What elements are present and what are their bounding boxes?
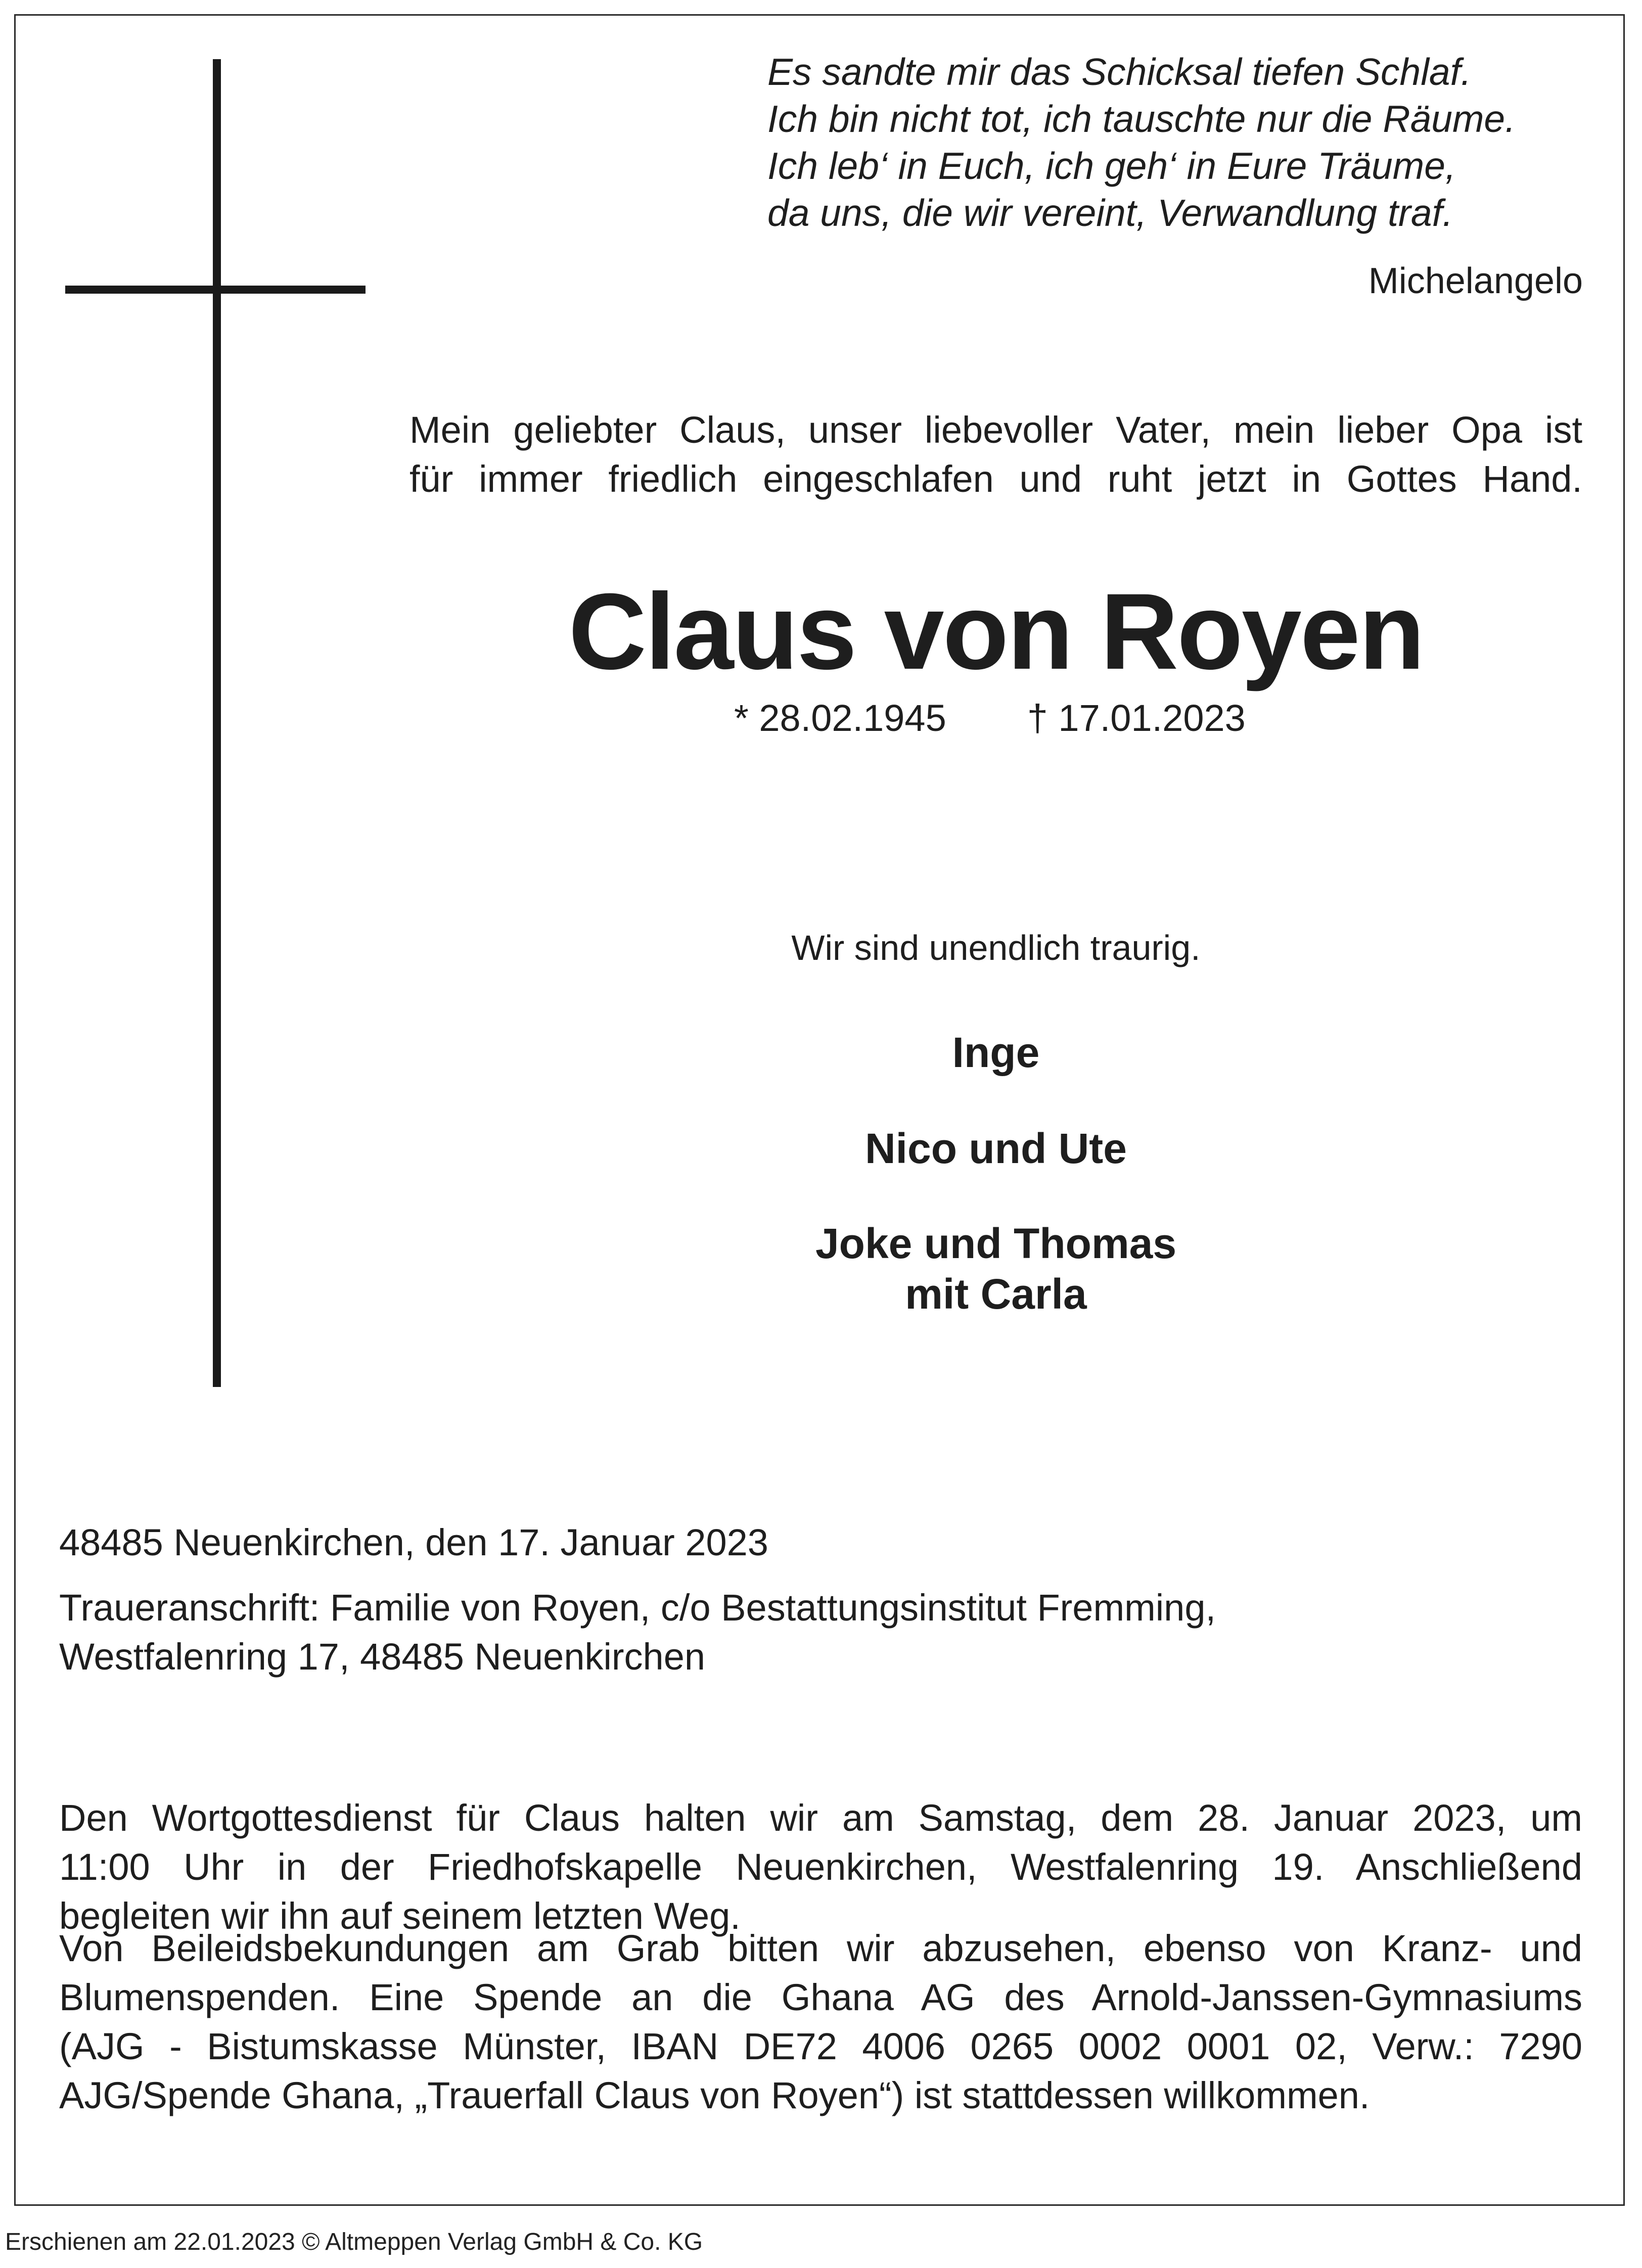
donation-line: Von Beileidsbekundungen am Grab bitten wir abzusehen, ebenso von Kranz- und (59, 1927, 1582, 1969)
poem-line: Es sandte mir das Schicksal tiefen Schlaf. (767, 51, 1472, 93)
service-notice (59, 1793, 1582, 1940)
poem (767, 49, 1586, 237)
donation-line: AJG/Spende Ghana, „Trauerfall Claus von Royen“) ist stattdessen willkommen. (59, 2074, 1370, 2116)
mourning-address (59, 1583, 1582, 1681)
deceased-name: Claus von Royen (568, 571, 1424, 692)
donation-line: (AJG - Bistumskasse Münster, IBAN DE72 4006 0265 0002 0001 02, Verw.: 7290 (59, 2025, 1582, 2067)
poem-line: Ich leb‘ in Euch, ich geh‘ in Eure Träume, (767, 145, 1456, 187)
intro-line: für immer friedlich eingeschlafen und ruht jetzt in Gottes Hand. (409, 458, 1582, 500)
cross-horizontal-bar (65, 286, 366, 294)
death-date: † 17.01.2023 (1027, 697, 1246, 739)
poem-author: Michelangelo (1368, 261, 1583, 301)
address-line: Westfalenring 17, 48485 Neuenkirchen (59, 1636, 706, 1678)
poem-line: da uns, die wir vereint, Verwandlung traf. (767, 192, 1453, 234)
mourner-name: Joke und Thomas (815, 1220, 1177, 1267)
mourner-name: Nico und Ute (865, 1125, 1127, 1172)
service-line: Den Wortgottesdienst für Claus halten wir am Samstag, dem 28. Januar 2023, um (59, 1797, 1582, 1839)
address-line: Traueranschrift: Familie von Royen, c/o Bestattungsinstitut Fremming, (59, 1587, 1216, 1629)
birth-date: * 28.02.1945 (734, 697, 946, 739)
mourning-statement: Wir sind unendlich traurig. (791, 928, 1201, 967)
life-dates (734, 697, 1246, 739)
place-date: 48485 Neuenkirchen, den 17. Januar 2023 (59, 1521, 768, 1563)
poem-line: Ich bin nicht tot, ich tauschte nur die Räume. (767, 98, 1516, 140)
donation-line: Blumenspenden. Eine Spende an die Ghana AG des Arnold-Janssen-Gymnasiums (59, 1976, 1582, 2018)
mourner-name: Inge (952, 1029, 1040, 1076)
mourner-group (409, 1218, 1582, 1319)
cross-vertical-bar (213, 59, 221, 1387)
intro-text (409, 405, 1582, 503)
mourner-name: mit Carla (905, 1270, 1087, 1318)
donation-notice (59, 1924, 1582, 2120)
intro-line: Mein geliebter Claus, unser liebevoller Vater, mein lieber Opa ist (409, 409, 1582, 451)
publication-footer: Erschienen am 22.01.2023 © Altmeppen Verlag GmbH & Co. KG (5, 2229, 703, 2255)
service-line: begleiten wir ihn auf seinem letzten Weg. (59, 1895, 741, 1937)
service-line: 11:00 Uhr in der Friedhofskapelle Neuenkirchen, Westfalenring 19. Anschließend (59, 1846, 1582, 1888)
